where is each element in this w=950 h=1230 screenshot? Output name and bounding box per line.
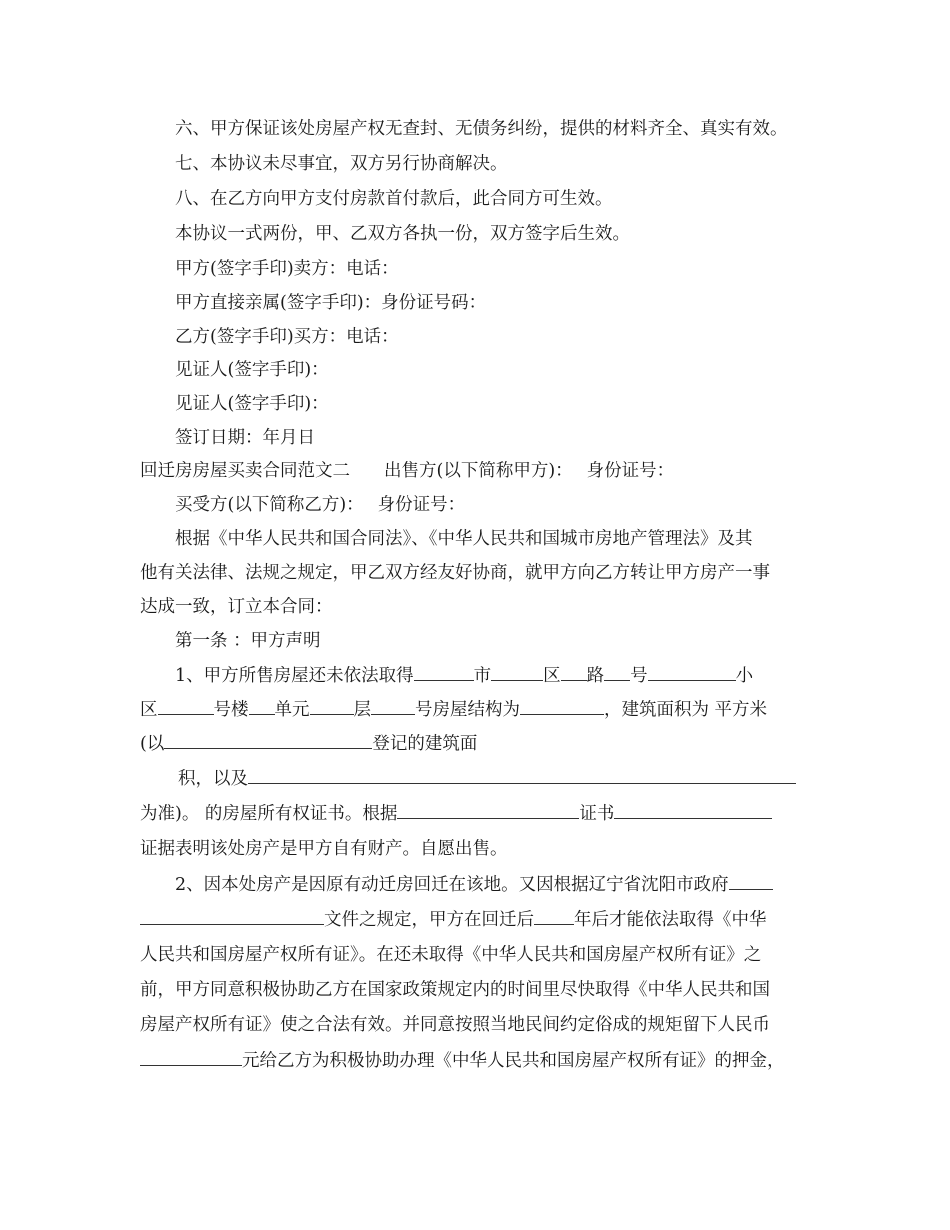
witness-signature-2: 见证人(签字手印)： — [175, 394, 329, 414]
seller-label: 出售方(以下简称甲方)： — [384, 461, 573, 481]
clause-two-line-4: 前，甲方同意积极协助乙方在国家政策规定内的时间里尽快取得《中华人民共和国 — [140, 980, 770, 1000]
registration-blank — [164, 732, 372, 749]
government-doc-blank-b — [140, 908, 324, 925]
party-a-signature: 甲方(签字手印)卖方：电话： — [175, 259, 399, 279]
number-blank — [604, 664, 630, 681]
years-blank — [534, 908, 574, 925]
unit-blank — [249, 698, 275, 715]
basis-blank — [397, 802, 579, 819]
clause-two-line-6: 元给乙方为积极协助办理《中华人民共和国房屋产权所有证》的押金， — [140, 1049, 820, 1072]
clause-two-line-5: 房屋产权所有证》使之合法有效。并同意按照当地民间约定俗成的规矩留下人民币 — [140, 1015, 770, 1035]
contract-two-header — [140, 460, 820, 482]
buyer-id-label: 身份证号： — [377, 495, 466, 515]
area-continuation-line: 积，以及 — [178, 767, 858, 790]
building-blank — [158, 698, 214, 715]
deposit-amount-blank — [140, 1049, 242, 1066]
clause-two-line-2: 文件之规定，甲方在回迁后 年后才能依法取得《中华 — [140, 908, 820, 931]
clause-two-line-1: 2、因本处房产是因原有动迁房回迁在该地。又因根据辽宁省沈阳市政府 — [175, 873, 855, 896]
buyer-line — [175, 494, 855, 516]
witness-signature-1: 见证人(签字手印)： — [175, 360, 329, 380]
party-a-relative-signature: 甲方直接亲属(签字手印)：身份证号码： — [175, 293, 487, 313]
room-blank — [371, 698, 415, 715]
clause-two-line-3: 人民共和国房屋产权所有证》。在还未取得《中华人民共和国房屋产权所有证》之 — [140, 945, 762, 965]
community-blank — [648, 664, 736, 681]
structure-blank — [520, 698, 604, 715]
signing-date: 签订日期：年月日 — [175, 428, 315, 448]
article-one-title: 第一条 ：甲方声明 — [175, 631, 321, 651]
preamble-line-3: 达成一致，订立本合同： — [140, 597, 333, 617]
ownership-statement: 证据表明该处房产是甲方自有财产。自愿出售。 — [140, 839, 508, 859]
government-doc-blank-a — [729, 873, 773, 890]
floor-blank — [310, 698, 354, 715]
seller-id-label: 身份证号： — [586, 461, 675, 481]
road-blank — [561, 664, 587, 681]
copies-statement: 本协议一式两份，甲、乙双方各执一份，双方签字后生效。 — [175, 224, 630, 244]
preamble-line-1: 根据《中华人民共和国合同法》、《中华人民共和国城市房地产管理法》及其 — [175, 529, 753, 549]
certificate-blank — [614, 802, 772, 819]
section-title: 回迁房房屋买卖合同范文二 — [140, 461, 350, 481]
district-blank — [491, 664, 543, 681]
buyer-label: 买受方(以下简称乙方)： — [175, 495, 364, 515]
clause-eight: 八、在乙方向甲方支付房款首付款后，此合同方可生效。 — [175, 189, 613, 209]
clause-six: 六、甲方保证该处房屋产权无查封、无债务纠纷，提供的材料齐全、真实有效。 — [175, 119, 788, 139]
property-location-line: 1、甲方所售房屋还未依法取得 市 区 路 号 小 — [175, 666, 754, 686]
city-blank — [414, 664, 474, 681]
clause-seven: 七、本协议未尽事宜，双方另行协商解决。 — [175, 154, 508, 174]
property-detail-line: 区 号楼 单元 层 号房屋结构为 ，建筑面积为 平方米 — [140, 700, 768, 720]
certificate-line: 为准)。 的房屋所有权证书。根据 证书 — [140, 802, 820, 825]
registered-area-line: (以 登记的建筑面 — [140, 734, 478, 754]
party-b-signature: 乙方(签字手印)买方：电话： — [175, 327, 399, 347]
area-blank — [248, 767, 796, 784]
preamble-line-2: 他有关法律、法规之规定，甲乙双方经友好协商，就甲方向乙方转让甲方房产一事 — [140, 563, 770, 583]
